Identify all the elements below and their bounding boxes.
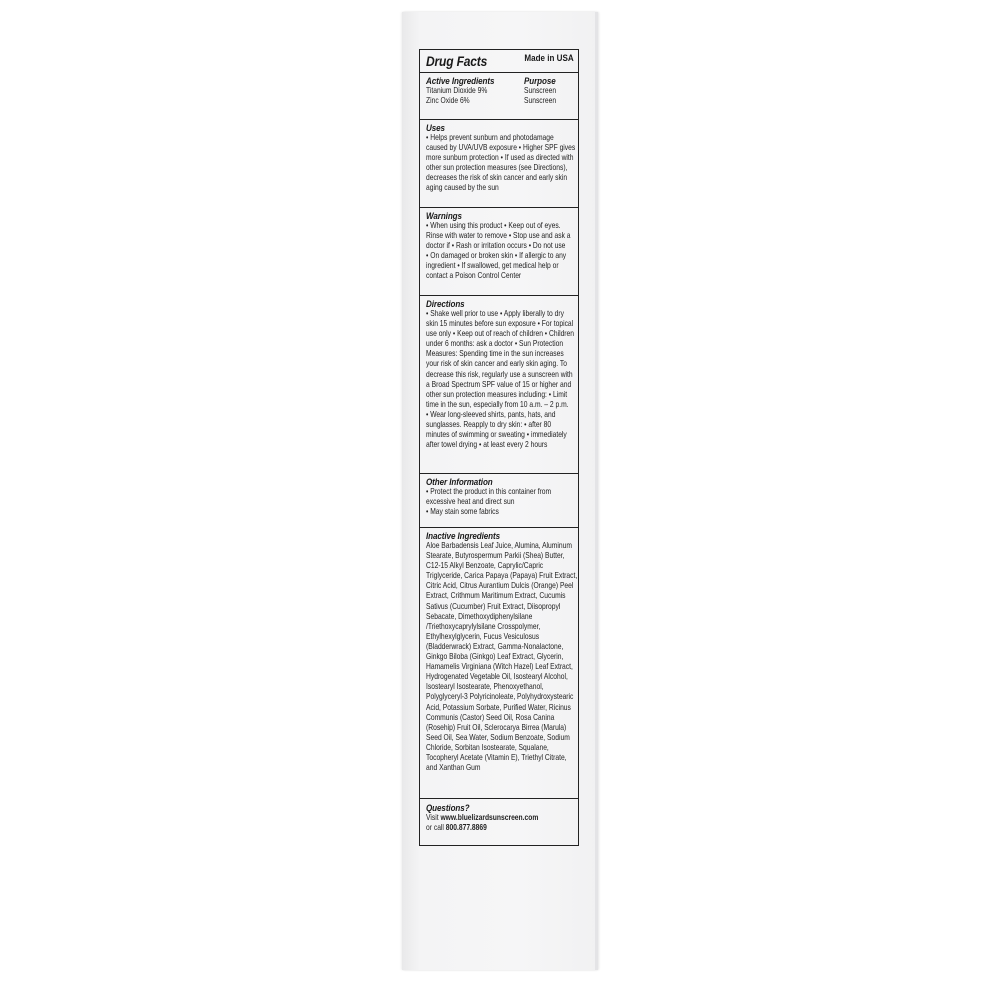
directions-line: your risk of skin cancer and early skin aging. To bbox=[426, 359, 567, 369]
inactive-ingredients-section bbox=[420, 531, 578, 773]
drug-facts-panel bbox=[419, 49, 579, 846]
section-rule bbox=[420, 207, 578, 208]
visit-prefix: Visit bbox=[426, 813, 441, 822]
inactive-ingredients-line: (Rosehip) Fruit Oil, Sclerocarya Birrea (Marula) bbox=[426, 722, 567, 732]
title-rule bbox=[420, 72, 578, 73]
directions-line: Measures: Spending time in the sun increases bbox=[426, 349, 564, 359]
directions-line: minutes of swimming or sweating • immediately bbox=[426, 430, 567, 440]
warnings-line: • When using this product • Keep out of eyes. bbox=[426, 221, 561, 230]
directions-line: a Broad Spectrum SPF value of 15 or higher and bbox=[426, 379, 572, 389]
section-rule bbox=[420, 119, 578, 120]
inactive-ingredients-line: Ginkgo Biloba (Ginkgo) Leaf Extract, Glycerin, bbox=[426, 652, 564, 662]
inactive-ingredients-line: Sebacate, Dimethoxydiphenylsilane bbox=[426, 611, 533, 621]
section-rule bbox=[420, 473, 578, 474]
warnings-section bbox=[420, 211, 578, 282]
directions-line: use only • Keep out of reach of children • Children bbox=[426, 329, 575, 339]
inactive-ingredients-line: Chloride, Sorbitan Isostearate, Squalane, bbox=[426, 742, 549, 752]
questions-section bbox=[420, 803, 578, 833]
questions-call-line bbox=[426, 823, 546, 833]
inactive-ingredients-line: Hamamelis Virginiana (Witch Hazel) Leaf Extract, bbox=[426, 662, 573, 672]
warnings-line: contact a Poison Control Center bbox=[426, 271, 522, 281]
directions-heading: Directions bbox=[426, 298, 465, 309]
uses-line: decreases the risk of skin cancer and early skin bbox=[426, 173, 568, 183]
inactive-ingredients-line: Isostearyl Isostearate, Phenoxyethanol, bbox=[426, 682, 544, 692]
directions-line: • Wear long-sleeved shirts, pants, hats, and bbox=[426, 409, 556, 419]
directions-line: • Shake well prior to use • Apply liberally to dry bbox=[426, 309, 564, 318]
uses-line: aging caused by the sun bbox=[426, 183, 499, 193]
inactive-ingredients-line: Triglyceride, Carica Papaya (Papaya) Fruit Extract, bbox=[426, 571, 578, 581]
carton-edge bbox=[595, 12, 598, 970]
directions-line: decrease this risk, regularly use a sunscreen with bbox=[426, 369, 573, 379]
directions-line: sunglasses. Reapply to dry skin: • after 80 bbox=[426, 420, 552, 430]
active-ingredients-section bbox=[420, 76, 578, 106]
inactive-ingredients-line: Citric Acid, Citrus Aurantium Dulcis (Orange) Peel bbox=[426, 581, 574, 591]
uses-line: • Helps prevent sunburn and photodamage bbox=[426, 133, 554, 142]
warnings-heading: Warnings bbox=[426, 210, 462, 221]
directions-line: under 6 months: ask a doctor • Sun Protection bbox=[426, 339, 564, 349]
phone-number[interactable]: 800.877.8869 bbox=[445, 823, 487, 833]
inactive-ingredients-line: Extract, Crithmum Maritimum Extract, Cucumis bbox=[426, 591, 566, 601]
active-ingredient-row bbox=[426, 96, 572, 106]
website-link[interactable]: www.bluelizardsunscreen.com bbox=[440, 813, 539, 822]
uses-line: other sun protection measures (see Directions), bbox=[426, 163, 568, 173]
active-ingredient-name: Zinc Oxide 6% bbox=[426, 96, 470, 106]
inactive-ingredients-line: Aloe Barbadensis Leaf Juice, Alumina, Aluminum bbox=[426, 541, 572, 550]
inactive-ingredients-line: Ethylhexylglycerin, Fucus Vesiculosus bbox=[426, 631, 540, 641]
questions-visit-line bbox=[426, 813, 546, 823]
active-ingredient-purpose: Sunscreen bbox=[524, 96, 557, 106]
inactive-ingredients-line: Hydrogenated Vegetable Oil, Isostearyl Alcohol, bbox=[426, 672, 568, 682]
inactive-ingredients-line: C12-15 Alkyl Benzoate, Caprylic/Capric bbox=[426, 561, 544, 571]
inactive-ingredients-line: /Triethoxycaprylylsilane Crosspolymer, bbox=[426, 621, 541, 631]
section-rule bbox=[420, 527, 578, 528]
drug-facts-title: Drug Facts bbox=[426, 53, 488, 69]
inactive-ingredients-line: Polyglyceryl-3 Polyricinoleate, Polyhydroxystearic bbox=[426, 692, 574, 702]
inactive-ingredients-heading: Inactive Ingredients bbox=[426, 530, 501, 541]
section-rule bbox=[420, 295, 578, 296]
warnings-line: • On damaged or broken skin • If allergic to any bbox=[426, 251, 567, 261]
directions-section bbox=[420, 299, 578, 450]
warnings-line: Rinse with water to remove • Stop use and ask a bbox=[426, 231, 571, 241]
other-information-line: • May stain some fabrics bbox=[426, 507, 499, 517]
inactive-ingredients-line: Stearate, Butyrospermum Parkii (Shea) Butter, bbox=[426, 551, 565, 561]
active-ingredient-purpose: Sunscreen bbox=[524, 86, 557, 95]
inactive-ingredients-line: Sativus (Cucumber) Fruit Extract, Diisopropyl bbox=[426, 601, 561, 611]
active-ingredient-row bbox=[426, 86, 572, 96]
uses-line: caused by UVA/UVB exposure • Higher SPF gives bbox=[426, 143, 576, 153]
directions-line: skin 15 minutes before sun exposure • For topical bbox=[426, 319, 574, 329]
warnings-line: ingredient • If swallowed, get medical help or bbox=[426, 261, 559, 271]
questions-heading: Questions? bbox=[426, 802, 470, 813]
warnings-line: doctor if • Rash or irritation occurs • Do not use bbox=[426, 241, 566, 251]
other-information-line: excessive heat and direct sun bbox=[426, 497, 515, 507]
other-information-section bbox=[420, 477, 578, 517]
inactive-ingredients-line: (Bladderwrack) Extract, Gamma-Nonalactone, bbox=[426, 641, 564, 651]
inactive-ingredients-line: Communis (Castor) Seed Oil, Rosa Canina bbox=[426, 712, 555, 722]
inactive-ingredients-line: and Xanthan Gum bbox=[426, 763, 481, 773]
uses-section bbox=[420, 123, 578, 194]
active-ingredient-name: Titanium Dioxide 9% bbox=[426, 86, 488, 95]
directions-line: after towel drying • at least every 2 hours bbox=[426, 440, 548, 450]
directions-line: time in the sun, especially from 10 a.m. – 2 p.m. bbox=[426, 399, 569, 409]
active-ingredients-heading: Active Ingredients bbox=[426, 75, 495, 86]
inactive-ingredients-line: Tocopheryl Acetate (Vitamin E), Triethyl Citrate, bbox=[426, 752, 567, 762]
inactive-ingredients-line: Seed Oil, Sea Water, Sodium Benzoate, Sodium bbox=[426, 732, 570, 742]
directions-line: other sun protection measures including: • Limit bbox=[426, 389, 568, 399]
call-prefix: or call bbox=[426, 823, 446, 833]
uses-heading: Uses bbox=[426, 122, 445, 133]
other-information-line: • Protect the product in this container from bbox=[426, 487, 552, 496]
purpose-heading: Purpose bbox=[524, 75, 556, 86]
other-information-heading: Other Information bbox=[426, 476, 493, 487]
made-in-usa-label: Made in USA bbox=[524, 53, 574, 64]
inactive-ingredients-line: Acid, Potassium Sorbate, Purified Water, Ricinus bbox=[426, 702, 571, 712]
section-rule bbox=[420, 798, 578, 799]
uses-line: more sunburn protection • If used as directed with bbox=[426, 153, 574, 163]
